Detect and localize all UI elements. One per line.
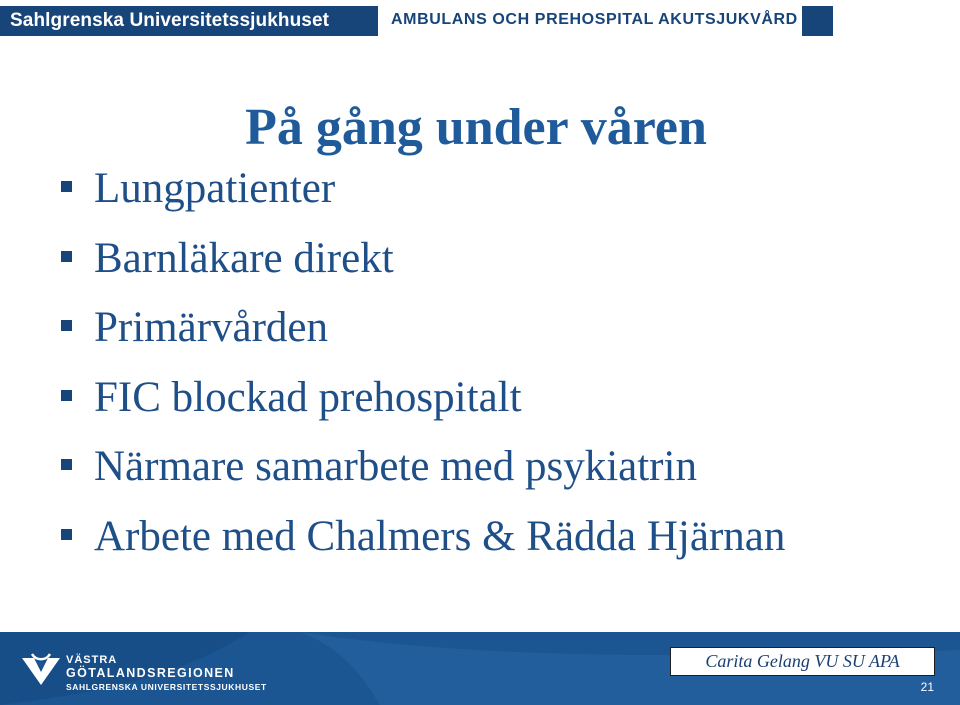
bullet-text: FIC blockad prehospitalt	[94, 373, 522, 421]
header-square-decoration	[802, 6, 833, 36]
logo-line-hospital: SAHLGRENSKA UNIVERSITETSSJUKHUSET	[66, 682, 267, 692]
square-bullet-icon	[61, 459, 72, 470]
square-bullet-icon	[61, 320, 72, 331]
author-text: Carita Gelang VU SU APA	[705, 651, 900, 671]
square-bullet-icon	[61, 390, 72, 401]
bullet-text: Barnläkare direkt	[94, 234, 394, 282]
square-bullet-icon	[61, 251, 72, 262]
bullet-text: Närmare samarbete med psykiatrin	[94, 443, 697, 490]
vgr-logo-icon	[20, 652, 62, 686]
header-department-name: AMBULANS OCH PREHOSPITAL AKUTSJUKVÅRD	[391, 11, 798, 28]
bullet-text: Lungpatienter	[94, 165, 336, 212]
bullet-text: Primärvården	[94, 304, 329, 351]
slide-title-text: På gång under våren	[245, 99, 707, 156]
header-brand-bar	[0, 6, 378, 36]
author-box	[670, 647, 935, 676]
header-hospital-name: Sahlgrenska Universitetssjukhuset	[10, 10, 330, 31]
bullet-text: Arbete med Chalmers & Rädda Hjärnan	[94, 512, 786, 560]
footer	[0, 632, 960, 705]
logo-line-vastra: VÄSTRA	[66, 654, 118, 666]
slide-title	[0, 96, 960, 160]
square-bullet-icon	[61, 529, 72, 540]
logo-line-region: GÖTALANDSREGIONEN	[66, 666, 235, 680]
square-bullet-icon	[61, 181, 72, 192]
page-number: 21	[920, 680, 934, 694]
